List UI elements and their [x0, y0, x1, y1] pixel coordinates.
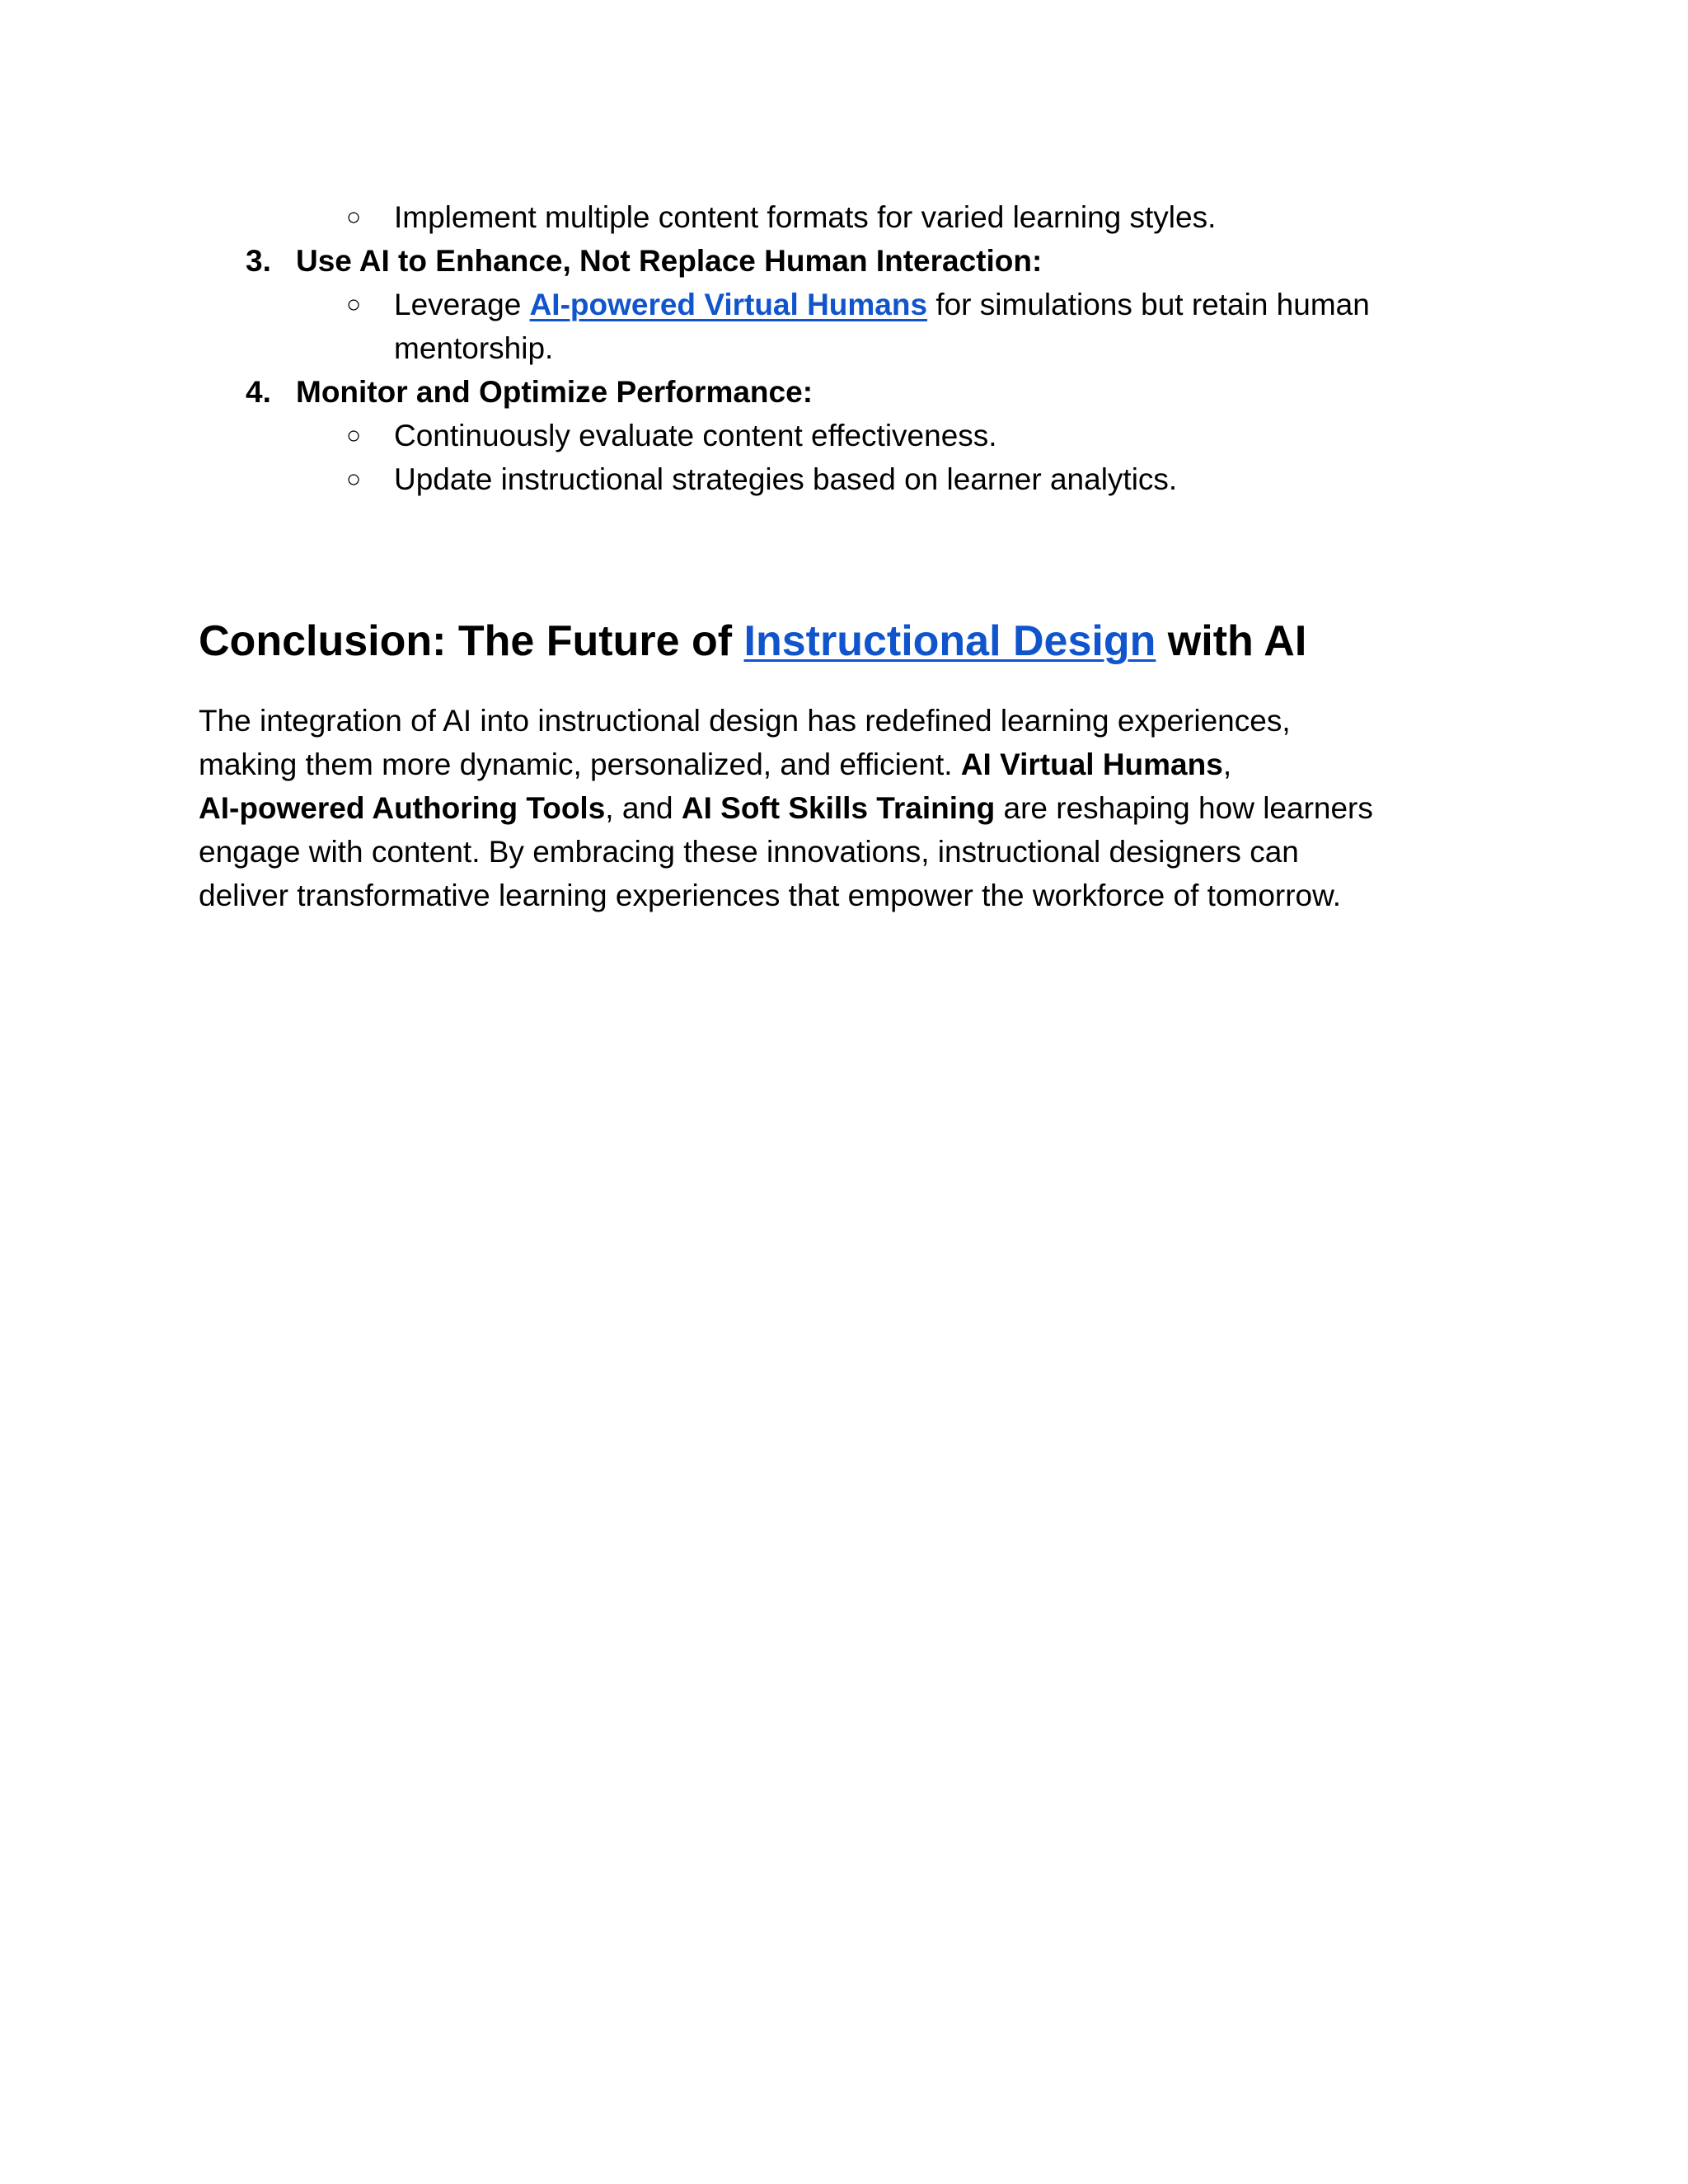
list-item-title: Monitor and Optimize Performance: — [296, 375, 814, 409]
heading-text: with AI — [1156, 617, 1307, 665]
list-subitem-continuation: mentorship. — [394, 331, 554, 365]
paragraph-text: , and — [605, 791, 682, 825]
sub-bullet-icon: ○ — [346, 291, 362, 318]
paragraph-line: The integration of AI into instructional design has redefined learning experiences, — [199, 704, 1291, 738]
paragraph-line: engage with content. By embracing these innovations, instructional designers can — [199, 835, 1299, 869]
sub-bullet-icon: ○ — [346, 466, 362, 493]
bold-term: AI-powered Authoring Tools — [199, 791, 606, 825]
list-item-title: Use AI to Enhance, Not Replace Human Interaction: — [296, 244, 1043, 278]
bold-term: AI Virtual Humans — [960, 748, 1223, 781]
paragraph-line: deliver transformative learning experiences that empower the workforce of tomorrow. — [199, 879, 1342, 912]
heading-text: Conclusion: The Future of — [199, 617, 744, 665]
virtual-humans-link[interactable]: AI-powered Virtual Humans — [529, 288, 928, 321]
list-subitem — [394, 283, 1370, 326]
list-subitem-text: Leverage — [394, 288, 530, 321]
paragraph-text: making them more dynamic, personalized, and efficient. — [199, 748, 961, 781]
list-subitem: Implement multiple content formats for varied learning styles. — [394, 200, 1217, 234]
paragraph-line — [199, 786, 1373, 830]
bold-term: AI Soft Skills Training — [681, 791, 996, 825]
conclusion-heading — [199, 608, 1306, 674]
sub-bullet-icon: ○ — [346, 422, 362, 449]
paragraph-text: , — [1222, 748, 1232, 781]
list-subitem: Continuously evaluate content effectiveness. — [394, 419, 997, 452]
paragraph-text: are reshaping how learners — [995, 791, 1373, 825]
list-item-number: 4. — [246, 375, 271, 409]
list-subitem-text: for simulations but retain human — [927, 288, 1370, 321]
instructional-design-link[interactable]: Instructional Design — [743, 617, 1156, 665]
list-subitem: Update instructional strategies based on learner analytics. — [394, 462, 1178, 496]
sub-bullet-icon: ○ — [346, 204, 362, 231]
list-item-number: 3. — [246, 244, 271, 278]
paragraph-line — [199, 743, 1231, 786]
